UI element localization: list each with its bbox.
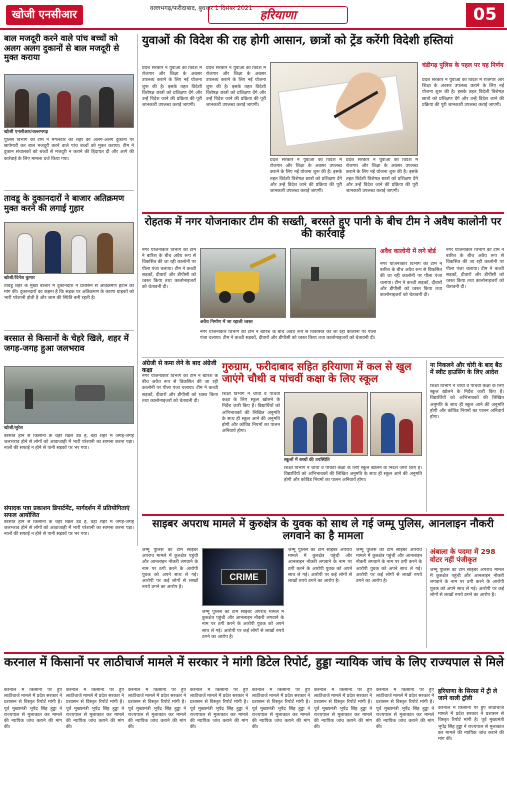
- story6-side-head: ना निकलने और चोरी के बाद बैठ में स्वीट हाउसिंग के लिए आदेश: [430, 362, 502, 376]
- story3-subhead: संपादक पत्रा प्रकाशन डिपार्टमेंट, मार्गदर्शन में प्रतियोगिताएं सफल आयोजित: [4, 505, 130, 519]
- story1-body: पुलिस विभाग की टीम ने मंगलवार को शहर की अलग-अलग दुकानों पर छापेमारी कर बाल मजदूरी करने वाले पांच बच्चों को मुक्त कराया। टीम ने दुकान संचालकों को बच्चों से मजदूरी न कराने की हिदायत दी और आगे की कार्रवाई के लिए मामला दर्ज किया गया।: [4, 138, 134, 162]
- story7-headline: साइबर अपराध मामले में कुरुक्षेत्र के युवक को साथ ले गई जम्मू पुलिस, आनलाइन नौकरी लगवाने का है मामला: [152, 518, 494, 543]
- story4-body: प्रदेश सरकार ने युवाओं को विदेश में रोजगार और शिक्षा के अवसर उपलब्ध कराने के लिए नई योजना शुरू की है। इसके तहत विदेशी विशेषज्ञ छात्रों को प्रशिक्षण देंगे और उन्हें विदेश जाने की प्रक्रिया की पूरी जानकारी उपलब्ध कराई जाएगी।: [142, 66, 202, 109]
- story8-headline: करनाल में किसानों पर लाठीचार्ज मामले में सरकार ने मांगी डिटेल रिपोर्ट, हुड्डा न्यायिक जांच के लिए राज्यपाल से मिले: [4, 655, 504, 669]
- story7-photo: [202, 548, 284, 606]
- story6-body: शिक्षा विभाग ने चौथी व पांचवीं कक्षा के लिए स्कूल खोलने के निर्देश जारी किए हैं। विद्यार्थियों को अभिभावकों की लिखित अनुमति के साथ ही स्कूल आने की अनुमति होगी और कोविड नियमों का पालन अनिवार्य होगा।: [222, 392, 280, 435]
- story1-headline: बाल मजदूरी करने वाले पांच बच्चों को अलग अलग दुकानों से बाल मजदूरी से मुक्त कराया: [4, 33, 120, 63]
- story7-body-col3: जम्मू पुलिस की टीम साइबर अपराध मामले में कुरुक्षेत्र पहुंची और आनलाइन नौकरी लगवाने के नाम पर ठगी करने के आरोपी युवक को अपने साथ ले गई। आरोपी पर कई लोगों से लाखों रुपये ठगने का आरोप है।: [356, 548, 422, 585]
- story4-body-col3: प्रदेश सरकार ने युवाओं को विदेश में रोजगार और शिक्षा के अवसर उपलब्ध कराने के लिए नई योजना शुरू की है। इसके तहत विदेशी विशेषज्ञ छात्रों को प्रशिक्षण देंगे और उन्हें विदेश जाने की प्रक्रिया की पूरी जानकारी उपलब्ध कराई जाएगी।: [270, 158, 342, 195]
- story2-body: तावडू शहर के मुख्य बाजार में दुकानदारों ने प्रशासन से अतिक्रमण हटाने की मांग की। दुकानदारों का कहना है कि सड़क पर अतिक्रमण के कारण ग्राहकों को भारी परेशानी होती है और जाम की स्थिति बनी रहती है।: [4, 284, 134, 302]
- story8-sidehead: हरियाणा के सिरसा में ट्री ले जाने वाली ट्रॉली: [438, 688, 498, 702]
- story3-caption: खोजी/सुरेश: [4, 426, 23, 431]
- story8-side-body: करनाल में किसानों पर हुए लाठीचार्ज मामले में प्रदेश सरकार ने प्रशासन से विस्तृत रिपोर्ट मांगी है। पूर्व मुख्यमंत्री भूपेंद्र सिंह हुड्डा ने राज्यपाल से मुलाकात कर मामले की न्यायिक जांच कराने की मांग की।: [438, 706, 504, 743]
- story6-side-body: शिक्षा विभाग ने चौथी व पांचवीं कक्षा के लिए स्कूल खोलने के निर्देश जारी किए हैं। विद्यार्थियों को अभिभावकों की लिखित अनुमति के साथ ही स्कूल आने की अनुमति होगी और कोविड नियमों का पालन अनिवार्य होगा।: [430, 384, 504, 421]
- story3-body-extra: बरसात होने से किसानों के चेहरे खिल उठे हैं, वहीं शहर में जगह-जगह जलभराव होने से लोगों को आवाजाही में भारी परेशानी का सामना करना पड़ा। नालों की सफाई न होने से पानी सड़कों पर भर गया।: [4, 520, 134, 538]
- story6-photo-2: [370, 392, 422, 456]
- masthead: [0, 0, 507, 30]
- story8-body-col6: करनाल में किसानों पर हुए लाठीचार्ज मामले में प्रदेश सरकार ने प्रशासन से विस्तृत रिपोर्ट मांगी है। पूर्व मुख्यमंत्री भूपेंद्र सिंह हुड्डा ने राज्यपाल से मुलाकात कर मामले की न्यायिक जांच कराने की मांग की।: [314, 688, 372, 731]
- dateline: वल्लभगढ़/फरीदाबाद, बुधवार 1 दिसंबर 2021: [150, 5, 253, 12]
- crime-label: CRIME: [221, 569, 267, 585]
- story5-headline: रोहतक में नगर योजनाकार टीम की सख्ती, बरसते हुए पानी के बीच टीम ने अवैध कालोनी पर की कार्रवाई: [144, 216, 502, 241]
- story7-body: जम्मू पुलिस की टीम साइबर अपराध मामले में कुरुक्षेत्र पहुंची और आनलाइन नौकरी लगवाने के नाम पर ठगी करने के आरोपी युवक को अपने साथ ले गई। आरोपी पर कई लोगों से लाखों रुपये ठगने का आरोप है।: [142, 548, 198, 591]
- story8-body-col3: करनाल में किसानों पर हुए लाठीचार्ज मामले में प्रदेश सरकार ने प्रशासन से विस्तृत रिपोर्ट मांगी है। पूर्व मुख्यमंत्री भूपेंद्र सिंह हुड्डा ने राज्यपाल से मुलाकात कर मामले की न्यायिक जांच कराने की मांग की।: [128, 688, 186, 731]
- story5-side-body: नगर योजनाकार विभाग की टीम ने बारिश के बीच अवैध रूप से विकसित की जा रही कालोनी पर पीला पंजा चलाया। टीम ने कच्ची सड़कों, दीवारों और डीपीसी को ध्वस्त किया तथा कालोनाइजरों को चेतावनी दी।: [142, 374, 218, 404]
- story3-headline: बरसात से किसानों के चेहरे खिले, शहर में जगह-जगह हुआ जलभराव: [4, 333, 129, 353]
- story4-body-col2: प्रदेश सरकार ने युवाओं को विदेश में रोजगार और शिक्षा के अवसर उपलब्ध कराने के लिए नई योजना शुरू की है। इसके तहत विदेशी विशेषज्ञ छात्रों को प्रशिक्षण देंगे और उन्हें विदेश जाने की प्रक्रिया की पूरी जानकारी उपलब्ध कराई जाएगी।: [206, 66, 266, 109]
- story8-body: करनाल में किसानों पर हुए लाठीचार्ज मामले में प्रदेश सरकार ने प्रशासन से विस्तृत रिपोर्ट मांगी है। पूर्व मुख्यमंत्री भूपेंद्र सिंह हुड्डा ने राज्यपाल से मुलाकात कर मामले की न्यायिक जांच कराने की मांग की।: [4, 688, 62, 731]
- story5-photo-2: [290, 248, 376, 318]
- story6-headline: गुरुग्राम, फरीदाबाद सहित हरियाणा में कल से खुल जाएंगे चौथी व पांचवीं कक्षा के लिए स्कूल: [222, 361, 412, 385]
- story7-body-col2: जम्मू पुलिस की टीम साइबर अपराध मामले में कुरुक्षेत्र पहुंची और आनलाइन नौकरी लगवाने के नाम पर ठगी करने के आरोपी युवक को अपने साथ ले गई। आरोपी पर कई लोगों से लाखों रुपये ठगने का आरोप है।: [288, 548, 352, 585]
- column-divider: [137, 34, 138, 546]
- story4-body-col4: प्रदेश सरकार ने युवाओं को विदेश में रोजगार और शिक्षा के अवसर उपलब्ध कराने के लिए नई योजना शुरू की है। इसके तहत विदेशी विशेषज्ञ छात्रों को प्रशिक्षण देंगे और उन्हें विदेश जाने की प्रक्रिया की पूरी जानकारी उपलब्ध कराई जाएगी।: [346, 158, 418, 195]
- story3-photo: [4, 366, 134, 424]
- story4-headline: युवाओं की विदेश की राह होगी आसान, छात्रों को ट्रेंड करेंगी विदेशी हस्तियां: [142, 33, 454, 47]
- story2-caption: खोजी/दिनेश कुमार: [4, 276, 35, 281]
- story5-side: अंग्रेजी से कमा लेने के बाद अंग्रेजी कक्षा: [142, 360, 217, 374]
- story1-photo: [4, 74, 134, 128]
- story8-body-col4: करनाल में किसानों पर हुए लाठीचार्ज मामले में प्रदेश सरकार ने प्रशासन से विस्तृत रिपोर्ट मांगी है। पूर्व मुख्यमंत्री भूपेंद्र सिंह हुड्डा ने राज्यपाल से मुलाकात कर मामले की न्यायिक जांच कराने की मांग की।: [190, 688, 248, 731]
- story2-photo: [4, 222, 134, 274]
- story4-sidehead: चंडीगढ़ पुलिस के पहल पर यह निर्णय: [422, 62, 504, 69]
- divider-bar: [142, 514, 504, 516]
- story5-subhead: अवैध कालोनी में लगे बोर्ड: [380, 248, 436, 255]
- newspaper-logo: खोजी एनसीआर: [6, 5, 83, 25]
- story6-caption: स्कूलों में बच्चों की उपस्थिति: [284, 458, 330, 463]
- story8-body-col5: करनाल में किसानों पर हुए लाठीचार्ज मामले में प्रदेश सरकार ने प्रशासन से विस्तृत रिपोर्ट मांगी है। पूर्व मुख्यमंत्री भूपेंद्र सिंह हुड्डा ने राज्यपाल से मुलाकात कर मामले की न्यायिक जांच कराने की मांग की।: [252, 688, 310, 731]
- story6-photo-1: [284, 392, 368, 456]
- divider-bar: [4, 652, 504, 654]
- story2-headline: तावडू के दुकानदारों ने बाजार अतिक्रमण मुक्त करने की लगाई गुहार: [4, 193, 125, 213]
- story5-body-col3: नगर योजनाकार विभाग की टीम ने बारिश के बीच अवैध रूप से विकसित की जा रही कालोनी पर पीला पंजा चलाया। टीम ने कच्ची सड़कों, दीवारों और डीपीसी को ध्वस्त किया तथा कालोनाइजरों को चेतावनी दी।: [446, 248, 504, 291]
- story4-photo: [270, 62, 418, 156]
- story4-side-body: प्रदेश सरकार ने युवाओं को विदेश में रोजगार और शिक्षा के अवसर उपलब्ध कराने के लिए नई योजना शुरू की है। इसके तहत विदेशी विशेषज्ञ छात्रों को प्रशिक्षण देंगे और उन्हें विदेश जाने की प्रक्रिया की पूरी जानकारी उपलब्ध कराई जाएगी।: [422, 78, 504, 108]
- column-divider: [426, 548, 427, 648]
- divider: [4, 190, 134, 191]
- story6-body-col2: शिक्षा विभाग ने चौथी व पांचवीं कक्षा के लिए स्कूल खोलने के निर्देश जारी किए हैं। विद्यार्थियों को अभिभावकों की लिखित अनुमति के साथ ही स्कूल आने की अनुमति होगी और कोविड नियमों का पालन अनिवार्य होगा।: [284, 466, 422, 484]
- story5-caption: अवैध निर्माण में जा रहाली ध्वस्त: [200, 320, 253, 325]
- story5-body-col2: नगर योजनाकार विभाग की टीम ने बारिश के बीच अवैध रूप से विकसित की जा रही कालोनी पर पीला पंजा चलाया। टीम ने कच्ची सड़कों, दीवारों और डीपीसी को ध्वस्त किया तथा कालोनाइजरों को चेतावनी दी।: [380, 262, 442, 299]
- story5-photo-1: [200, 248, 286, 318]
- story1-caption: खोजी एनसीआर/वल्लभगढ़: [4, 130, 49, 135]
- story8-body-col2: करनाल में किसानों पर हुए लाठीचार्ज मामले में प्रदेश सरकार ने प्रशासन से विस्तृत रिपोर्ट मांगी है। पूर्व मुख्यमंत्री भूपेंद्र सिंह हुड्डा ने राज्यपाल से मुलाकात कर मामले की न्यायिक जांच कराने की मांग की।: [66, 688, 124, 731]
- divider: [142, 357, 504, 358]
- divider: [4, 330, 134, 331]
- page-number: 05: [466, 3, 504, 27]
- story3-body: बरसात होने से किसानों के चेहरे खिल उठे हैं, वहीं शहर में जगह-जगह जलभराव होने से लोगों को आवाजाही में भारी परेशानी का सामना करना पड़ा। नालों की सफाई न होने से पानी सड़कों पर भर गया।: [4, 434, 134, 452]
- story5-body-extra: नगर योजनाकार विभाग की टीम ने बारिश के बीच अवैध रूप से विकसित की जा रही कालोनी पर पीला पंजा चलाया। टीम ने कच्ची सड़कों, दीवारों और डीपीसी को ध्वस्त किया तथा कालोनाइजरों को चेतावनी दी।: [200, 330, 376, 342]
- story5-body: नगर योजनाकार विभाग की टीम ने बारिश के बीच अवैध रूप से विकसित की जा रही कालोनी पर पीला पंजा चलाया। टीम ने कच्ची सड़कों, दीवारों और डीपीसी को ध्वस्त किया तथा कालोनाइजरों को चेतावनी दी।: [142, 248, 196, 291]
- divider-bar: [142, 212, 504, 214]
- story7-side-body: जम्मू पुलिस की टीम साइबर अपराध मामले में कुरुक्षेत्र पहुंची और आनलाइन नौकरी लगवाने के नाम पर ठगी करने के आरोपी युवक को अपने साथ ले गई। आरोपी पर कई लोगों से लाखों रुपये ठगने का आरोप है।: [430, 568, 504, 598]
- section-title: हरियाणा: [208, 6, 348, 24]
- story7-body-extra: जम्मू पुलिस की टीम साइबर अपराध मामले में कुरुक्षेत्र पहुंची और आनलाइन नौकरी लगवाने के नाम पर ठगी करने के आरोपी युवक को अपने साथ ले गई। आरोपी पर कई लोगों से लाखों रुपये ठगने का आरोप है।: [202, 610, 284, 640]
- column-divider: [426, 360, 427, 512]
- story8-body-col7: करनाल में किसानों पर हुए लाठीचार्ज मामले में प्रदेश सरकार ने प्रशासन से विस्तृत रिपोर्ट मांगी है। पूर्व मुख्यमंत्री भूपेंद्र सिंह हुड्डा ने राज्यपाल से मुलाकात कर मामले की न्यायिक जांच कराने की मांग की।: [376, 688, 434, 731]
- story7-sidehead: अंबाला के पदमा में 298 वोटर नहीं पंजीकृत: [430, 548, 496, 564]
